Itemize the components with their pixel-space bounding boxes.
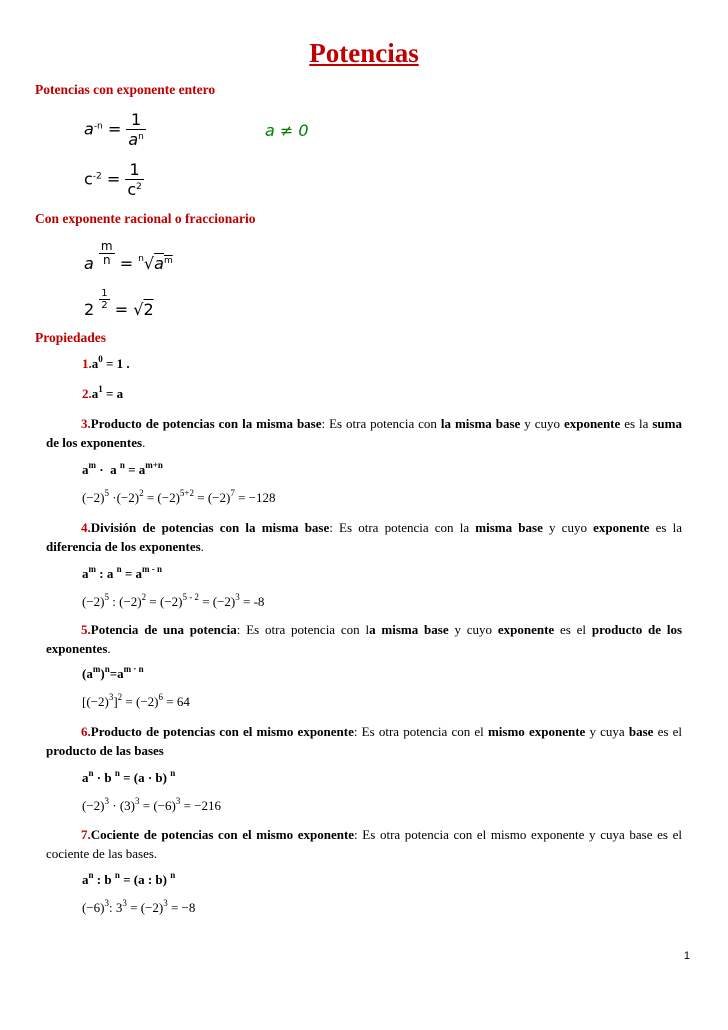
formula-rational-example: 2 $\frac{1}{2}$ = √2 — [84, 288, 154, 319]
property-5-example: $[(-2)^3]^2 = (-2)^6 = 64$ — [82, 692, 190, 709]
property-3-example: $(-2)^5 \cdot(-2)^2 = (-2)^{5+2} = (-2)^7 = -128$ — [82, 488, 276, 505]
property-6-example: $(-2)^3 \cdot (3)^3 = (-6)^3 = -216$ — [82, 796, 221, 813]
formula-example-c: $c^{-2}$ = $\frac{1}{c^2}$ — [84, 160, 142, 199]
section-heading-propiedades: Propiedades — [35, 330, 107, 345]
property-6-paragraph: 6.Producto de potencias con el mismo exponente: Es otra potencia con el mismo exponente y cuya base es el producto de las bases — [46, 724, 682, 758]
property-3-paragraph: 3.Producto de potencias con la misma base: Es otra potencia con la misma base y cuyo exponente es la suma de los exponentes. — [46, 416, 682, 450]
section-heading-entero: Potencias con exponente entero — [35, 82, 216, 97]
page-number: 1 — [683, 950, 690, 962]
section-heading-racional: Con exponente racional o fraccionario — [35, 211, 256, 226]
property-2: $2.a^1 = a$ — [82, 384, 124, 401]
property-7-rule: $a^n$ : b $^n$ = (a : b) $^n$ — [82, 870, 176, 887]
property-7-example: $(-6)^3$: $3^3 = (-2)^3 = -8$ — [82, 898, 196, 915]
property-1: $1.a^0 = 1$ . — [82, 354, 130, 371]
formula-rational-exponent: a $\frac{m}{n}$ = $^n√a^m$ — [84, 239, 173, 273]
page-title: Potencias — [309, 38, 419, 68]
property-5-rule: $(a^m)^n=a^{m \cdot n}$ — [82, 664, 144, 681]
property-4-rule: $a^m$ : a $^n = a^{m - n}$ — [82, 564, 163, 581]
property-6-rule: $a^n \cdot b$ $^n$ = (a · b) $^n$ — [82, 768, 176, 785]
property-5-paragraph: 5.Potencia de una potencia: Es otra potencia con la misma base y cuyo exponente es el producto de los exponentes. — [46, 622, 683, 656]
condition-a-nonzero: a ≠ 0 — [265, 121, 309, 140]
property-7-paragraph: 7.Cociente de potencias con el mismo exponente: Es otra potencia con el mismo exponente y cuya base es el cociente de las bases. — [46, 827, 682, 861]
property-4-paragraph: 4.División de potencias con la misma base: Es otra potencia con la misma base y cuyo exponente es la diferencia de los exponentes. — [46, 520, 683, 554]
formula-negative-exponent: $a^{-n}$ = $\frac{1}{a^n}$ — [84, 110, 144, 149]
property-4-example: $(-2)^5$ : $(-2)^2 = (-2)^{5 - 2} = (-2)^3 = -8$ — [82, 592, 265, 609]
property-3-rule: $a^m \cdot a$ $^n = a^{m+n}$ — [82, 460, 163, 477]
